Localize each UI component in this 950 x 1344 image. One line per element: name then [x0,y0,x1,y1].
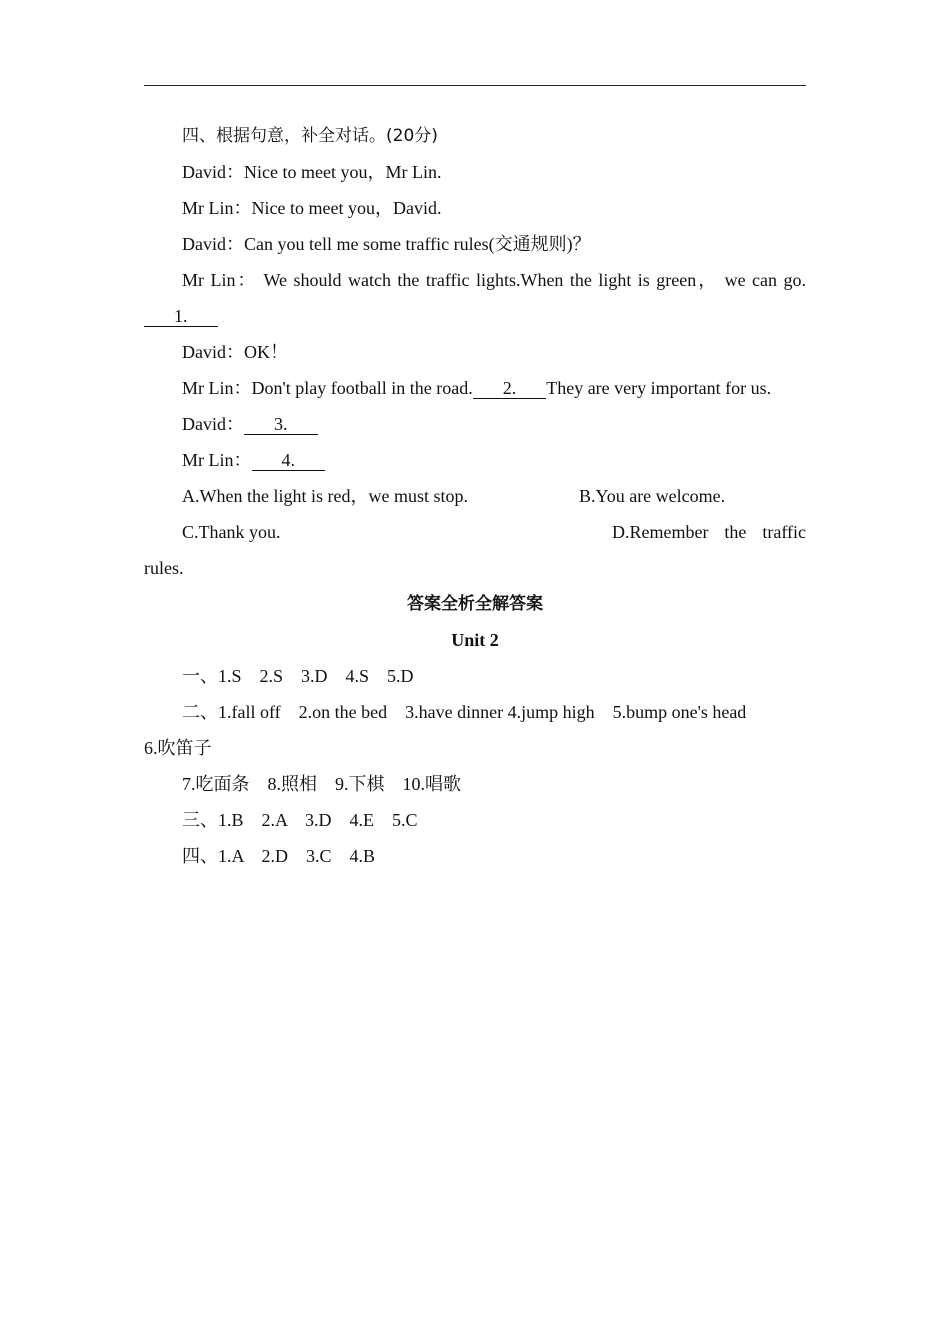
document-body [144,118,806,874]
section-4-title: 四、根据句意，补全对话。(20分) [182,126,438,146]
answers-part-3: 三、1.B 2.A 3.D 4.E 5.C [182,810,418,830]
options-row-1 [144,478,806,514]
option-d: D.Remember the traffic [612,522,806,542]
option-c: C.Thank you. [182,522,281,542]
utterance: Nice to meet you，David. [251,198,442,218]
answers-part-2-line-3: 7.吃面条 8.照相 9.下棋 10.唱歌 [182,774,461,794]
answers-part-1: 一、1.S 2.S 3.D 4.S 5.D [182,666,414,686]
answers-part-2-line-1: 二、1.fall off 2.on the bed 3.have dinner 4.jump high 5.bump one's head [182,702,747,722]
options-row-2 [144,514,806,550]
speaker: Mr Lin： [182,198,252,218]
blank-2: 2. [473,378,547,399]
dialogue-line-8 [144,442,806,478]
dialogue-line-4 [144,262,806,334]
utterance: Can you tell me some traffic rules(交通规则)？ [244,234,591,254]
answers-part-2-line-2: 6.吹笛子 [144,738,212,758]
answers-heading: 答案全析全解答案 [407,594,543,614]
answers-unit-title: Unit 2 [451,630,499,650]
speaker: David： [182,234,244,254]
speaker: David： [182,414,244,434]
dialogue-line-6 [144,370,806,406]
utterance: Mr Lin： We should watch the traffic lights.When the light is green， we can go. [182,270,806,290]
dialogue-line-7 [144,406,806,442]
answers-part-4: 四、1.A 2.D 3.C 4.B [182,846,376,866]
option-b: B.You are welcome. [579,486,726,506]
utterance: Mr Lin：Don't play football in the road. [182,378,473,398]
option-d-continuation: rules. [144,558,184,578]
dialogue-line-1 [144,154,806,190]
dialogue-line-3 [144,226,806,262]
utterance-cont: They are very important for us. [546,378,772,398]
utterance: Nice to meet you，Mr Lin. [244,162,442,182]
speaker: David： [182,162,244,182]
blank-4: 4. [252,450,326,471]
dialogue-line-2 [144,190,806,226]
header-rule [144,85,806,86]
blank-3: 3. [244,414,318,435]
dialogue-line-5: David：OK！ [182,342,288,362]
speaker: Mr Lin： [182,450,252,470]
blank-1: 1. [144,306,218,327]
option-a: A.When the light is red，we must stop. [182,486,468,506]
